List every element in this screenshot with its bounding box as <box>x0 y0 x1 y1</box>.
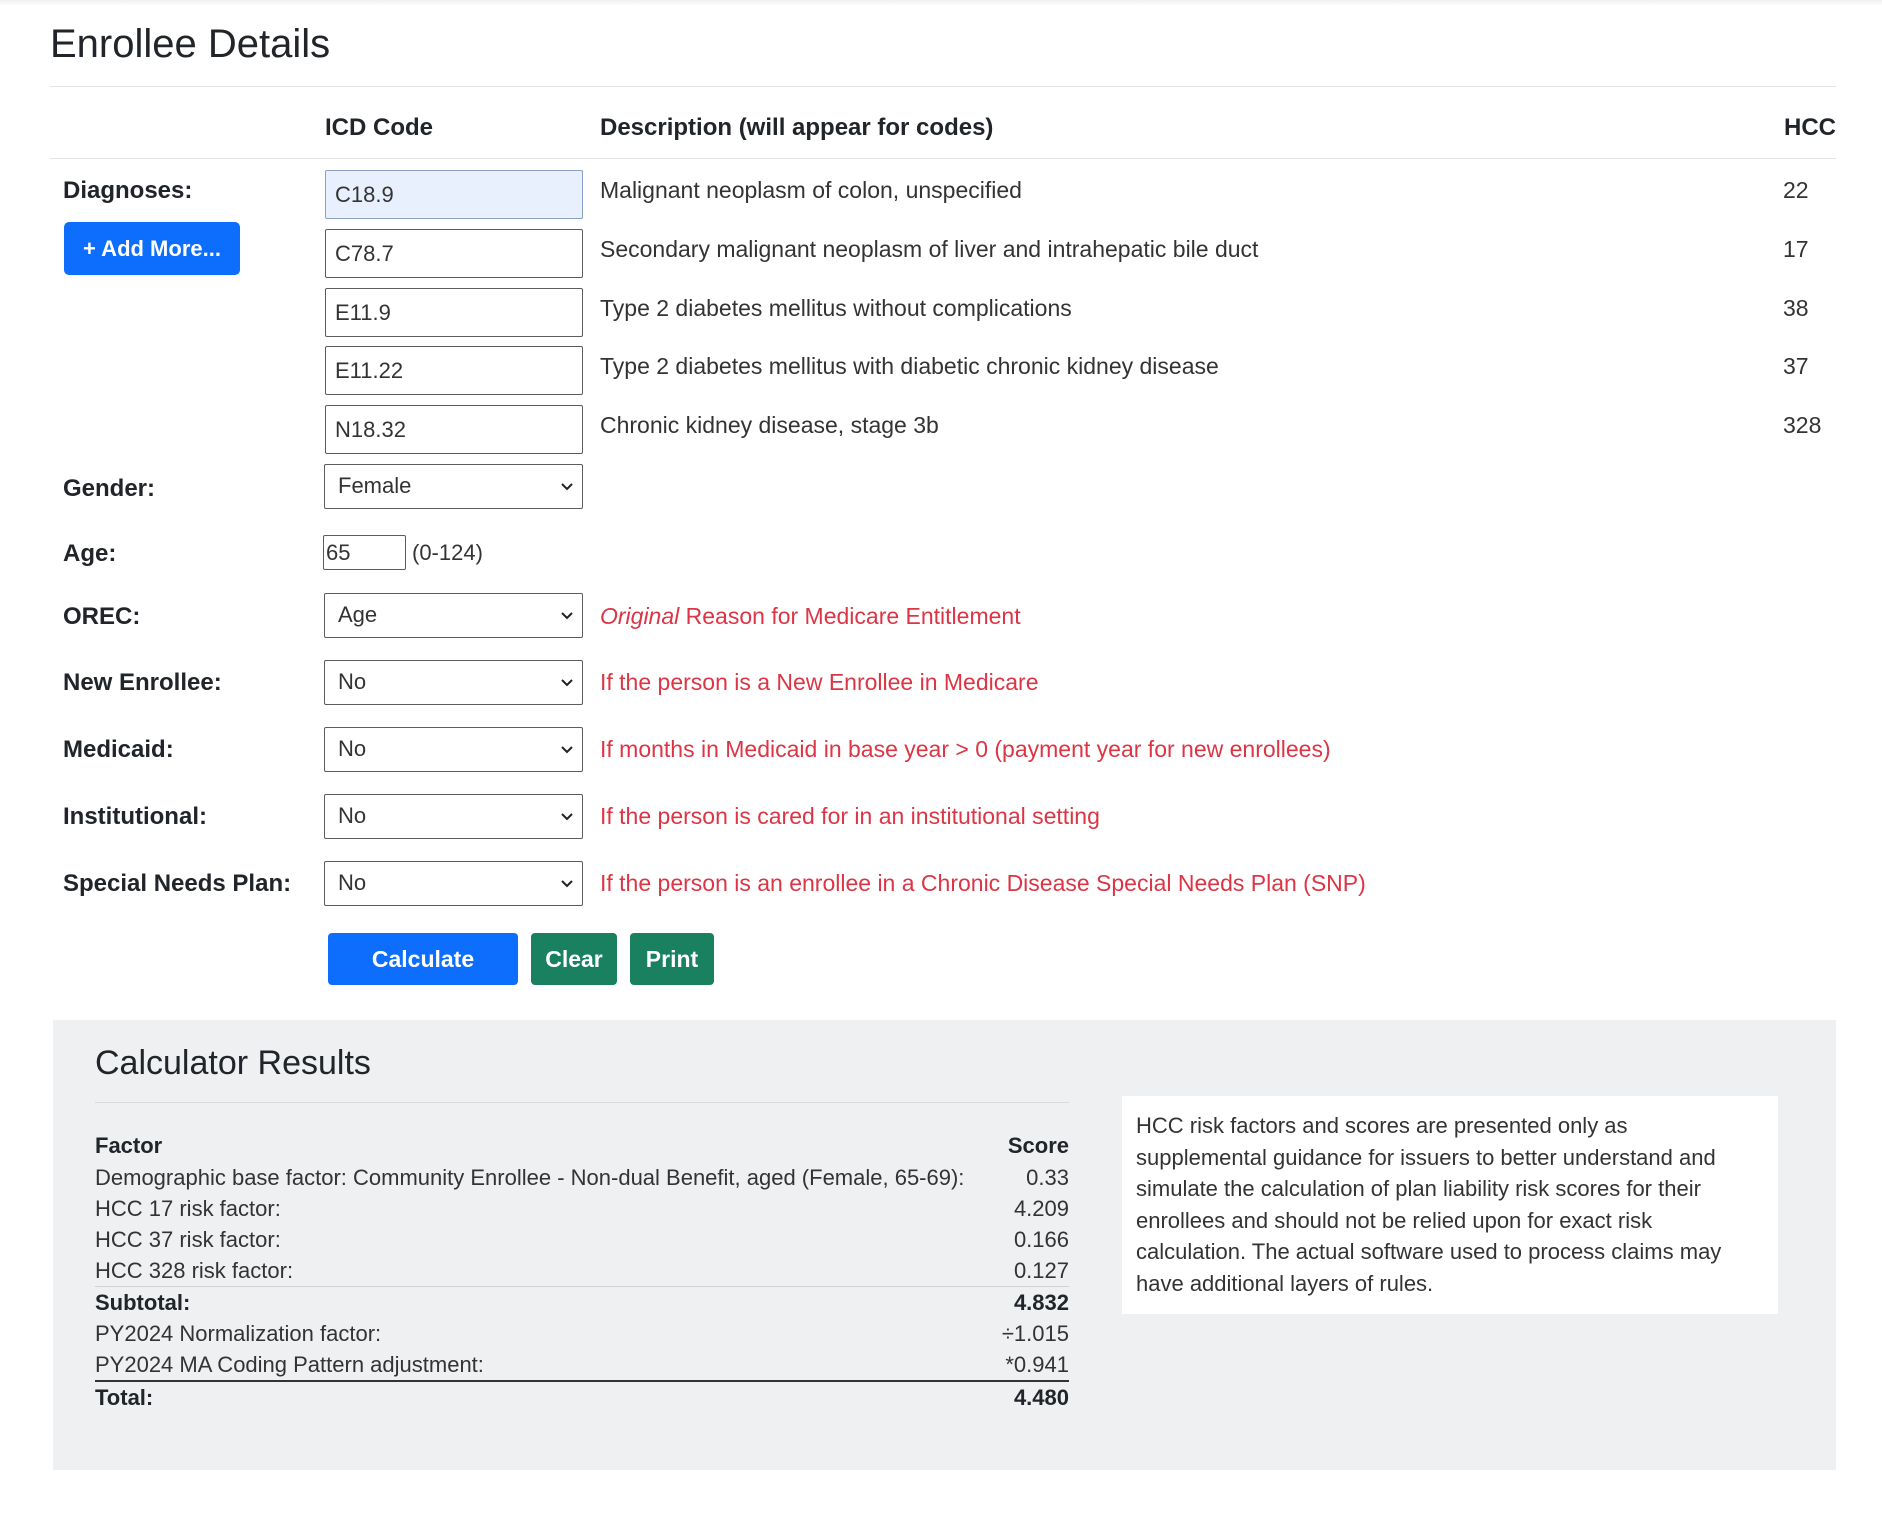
table-row <box>95 1224 1069 1255</box>
institutional-hint: If the person is cared for in an institutional setting <box>600 803 1100 829</box>
add-more-button[interactable]: + Add More... <box>64 222 240 275</box>
special-needs-plan-label: Special Needs Plan: <box>63 870 292 897</box>
score-header: Score <box>1007 1133 1069 1158</box>
gender-select-value: Female <box>338 473 412 498</box>
chevron-down-icon <box>558 477 576 495</box>
chevron-down-icon <box>558 673 576 691</box>
score-cell: ÷1.015 <box>1001 1321 1069 1346</box>
new-enrollee-hint: If the person is a New Enrollee in Medicare <box>600 669 1039 695</box>
calculator-results-panel <box>53 1020 1836 1470</box>
orec-select-value: Age <box>338 602 378 627</box>
hcc-value-3: 38 <box>1783 295 1809 321</box>
hcc-value-4: 37 <box>1783 353 1809 379</box>
factor-cell: PY2024 MA Coding Pattern adjustment: <box>95 1352 484 1377</box>
medicaid-hint: If months in Medicaid in base year > 0 (payment year for new enrollees) <box>600 736 1331 762</box>
diagnoses-label: Diagnoses: <box>63 177 193 204</box>
age-input[interactable] <box>323 535 406 570</box>
chevron-down-icon <box>558 807 576 825</box>
gender-select[interactable] <box>324 464 583 509</box>
diagnosis-description-2: Secondary malignant neoplasm of liver and intrahepatic bile duct <box>600 236 1259 262</box>
orec-hint <box>600 603 1021 630</box>
hcc-value-5: 328 <box>1783 412 1822 438</box>
factor-cell: PY2024 Normalization factor: <box>95 1321 382 1346</box>
diagnosis-description-3: Type 2 diabetes mellitus without complications <box>600 295 1072 321</box>
header-divider <box>50 158 1836 159</box>
total-value: 4.480 <box>992 1381 1069 1413</box>
factor-header: Factor <box>95 1133 163 1158</box>
special-needs-plan-select-value: No <box>338 870 367 895</box>
orec-select[interactable] <box>324 593 583 638</box>
icd-code-input-5[interactable] <box>325 405 583 454</box>
special-needs-plan-hint: If the person is an enrollee in a Chronic Disease Special Needs Plan (SNP) <box>600 870 1366 896</box>
new-enrollee-select[interactable] <box>324 660 583 705</box>
score-cell: 0.127 <box>1013 1258 1069 1283</box>
orec-hint-emphasis: Original <box>600 603 680 629</box>
divider <box>95 1102 1069 1103</box>
disclaimer-note: HCC risk factors and scores are presented only as supplemental guidance for issuers to better understand and simulate the calculation of plan liability risk scores for their enrollees and should not be relied upon for exact risk calculation. The actual software used to process claims may have additional layers of rules. <box>1122 1096 1778 1314</box>
icd-code-input-3[interactable] <box>325 288 583 337</box>
chevron-down-icon <box>558 874 576 892</box>
subtotal-label: Subtotal: <box>95 1287 992 1319</box>
chevron-down-icon <box>558 740 576 758</box>
total-row <box>95 1381 1069 1413</box>
factor-cell: Demographic base factor: Community Enrollee - Non-dual Benefit, aged (Female, 65-69): <box>95 1165 965 1190</box>
orec-hint-text: Reason for Medicare Entitlement <box>679 603 1021 629</box>
hcc-value-2: 17 <box>1783 236 1809 262</box>
factor-cell: HCC 17 risk factor: <box>95 1196 281 1221</box>
diagnosis-description-5: Chronic kidney disease, stage 3b <box>600 412 939 438</box>
institutional-select[interactable] <box>324 794 583 839</box>
age-label: Age: <box>63 540 117 567</box>
calculate-button[interactable]: Calculate <box>328 933 518 985</box>
score-cell: 0.166 <box>1013 1227 1069 1252</box>
table-row <box>95 1193 1069 1224</box>
medicaid-label: Medicaid: <box>63 736 174 763</box>
results-table <box>95 1130 1069 1413</box>
new-enrollee-select-value: No <box>338 669 367 694</box>
icd-code-input-4[interactable] <box>325 346 583 395</box>
diagnosis-description-4: Type 2 diabetes mellitus with diabetic chronic kidney disease <box>600 353 1219 379</box>
table-row <box>95 1318 1069 1349</box>
top-shadow <box>0 0 1882 6</box>
clear-button[interactable]: Clear <box>531 933 617 985</box>
table-row <box>95 1162 1069 1193</box>
score-cell: 4.209 <box>1013 1196 1069 1221</box>
diagnosis-description-1: Malignant neoplasm of colon, unspecified <box>600 177 1022 203</box>
medicaid-select-value: No <box>338 736 367 761</box>
factor-cell: HCC 37 risk factor: <box>95 1227 281 1252</box>
score-cell: *0.941 <box>1005 1352 1069 1377</box>
institutional-select-value: No <box>338 803 367 828</box>
institutional-label: Institutional: <box>63 803 207 830</box>
enrollee-details-title: Enrollee Details <box>50 22 331 66</box>
hcc-header: HCC <box>1784 114 1836 141</box>
table-row <box>95 1255 1069 1287</box>
subtotal-row <box>95 1287 1069 1319</box>
results-header-row <box>95 1130 1069 1162</box>
subtotal-value: 4.832 <box>992 1287 1069 1319</box>
calculator-results-title: Calculator Results <box>95 1044 371 1082</box>
icd-code-input-1[interactable] <box>325 170 583 219</box>
chevron-down-icon <box>558 606 576 624</box>
hcc-value-1: 22 <box>1783 177 1809 203</box>
orec-label: OREC: <box>63 603 141 630</box>
description-header: Description (will appear for codes) <box>600 114 994 141</box>
new-enrollee-label: New Enrollee: <box>63 669 222 696</box>
icd-code-input-2[interactable] <box>325 229 583 278</box>
score-cell: 0.33 <box>1026 1165 1069 1190</box>
factor-cell: HCC 328 risk factor: <box>95 1258 294 1283</box>
special-needs-plan-select[interactable] <box>324 861 583 906</box>
total-label: Total: <box>95 1381 992 1413</box>
divider <box>50 86 1836 87</box>
age-range-hint: (0-124) <box>412 540 483 565</box>
print-button[interactable]: Print <box>630 933 714 985</box>
medicaid-select[interactable] <box>324 727 583 772</box>
icd-code-header: ICD Code <box>325 114 433 141</box>
table-row <box>95 1349 1069 1381</box>
gender-label: Gender: <box>63 475 156 502</box>
